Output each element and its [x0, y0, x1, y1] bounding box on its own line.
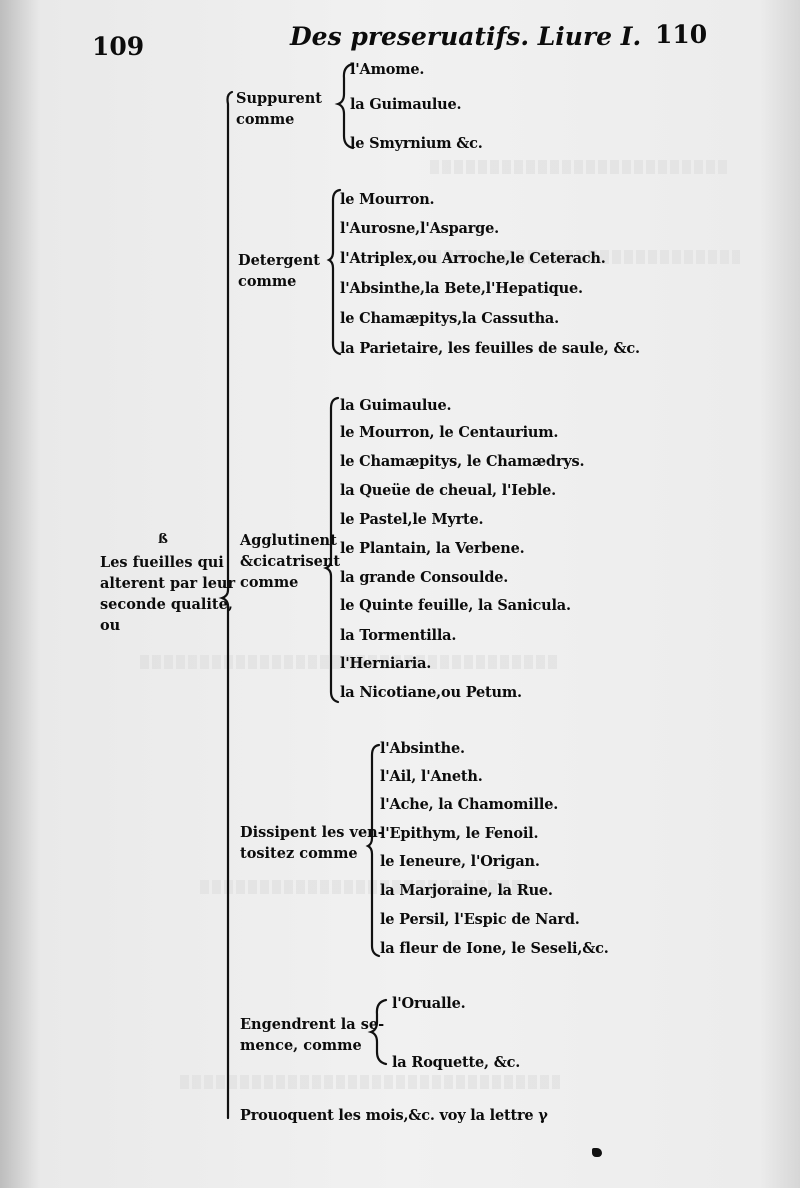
marginal-mark: ß	[158, 532, 168, 547]
group-label-line: tositez comme	[240, 845, 358, 862]
group-label-line: comme	[236, 111, 295, 128]
list-item: la Guimaulue.	[340, 397, 452, 414]
root-label	[100, 552, 235, 636]
list-item: l'Orualle.	[392, 995, 466, 1012]
list-item: la Roquette, &c.	[392, 1054, 521, 1071]
final-line: Prouoquent les mois,&c. voy la lettre γ	[240, 1107, 548, 1124]
list-item: le Pastel,le Myrte.	[340, 511, 484, 528]
root-label-line: Les fueilles qui	[100, 554, 224, 571]
list-item: le Plantain, la Verbene.	[340, 540, 525, 557]
group-label-line: Engendrent la se-	[240, 1016, 385, 1033]
group-label-line: Agglutinent	[240, 532, 337, 549]
list-item: l'Herniaria.	[340, 655, 432, 672]
page-number-left: 109	[92, 32, 145, 61]
list-item: l'Atriplex,ou Arroche,le Ceterach.	[340, 250, 606, 267]
list-item: l'Epithym, le Fenoil.	[380, 825, 539, 842]
list-item: l'Ache, la Chamomille.	[380, 796, 559, 813]
root-label-line: ou	[100, 617, 121, 634]
list-item: la Parietaire, les feuilles de saule, &c.	[340, 340, 640, 357]
group-label-line: Suppurent	[236, 90, 322, 107]
list-item: le Mourron, le Centaurium.	[340, 424, 559, 441]
root-label-line: seconde qualité,	[100, 596, 233, 613]
list-item: la Marjoraine, la Rue.	[380, 882, 553, 899]
list-item: la Nicotiane,ou Petum.	[340, 684, 522, 701]
page-number-right: 110	[655, 20, 708, 49]
group-label-line: comme	[238, 273, 297, 290]
list-item: l'Absinthe.	[380, 740, 465, 757]
list-item: le Chamæpitys,la Cassutha.	[340, 310, 559, 327]
list-item: la Guimaulue.	[350, 96, 462, 113]
group-label-line: Detergent	[238, 252, 320, 269]
list-item: l'Aurosne,l'Asparge.	[340, 220, 499, 237]
list-item: le Mourron.	[340, 191, 435, 208]
brace-detergent	[329, 190, 340, 354]
group-label-suppurent	[236, 88, 322, 130]
root-label-line: alterent par leur	[100, 575, 236, 592]
list-item: le Ieneure, l'Origan.	[380, 853, 540, 870]
list-item: la Tormentilla.	[340, 627, 457, 644]
group-label-agglutinent	[240, 530, 340, 593]
list-item: le Chamæpitys, le Chamædrys.	[340, 453, 585, 470]
group-label-dissipent	[240, 822, 384, 864]
list-item: l'Absinthe,la Bete,l'Hepatique.	[340, 280, 583, 297]
list-item: la Queüe de cheual, l'Ieble.	[340, 482, 556, 499]
list-item: l'Ail, l'Aneth.	[380, 768, 483, 785]
group-label-detergent	[238, 250, 320, 292]
list-item: le Persil, l'Espic de Nard.	[380, 911, 580, 928]
list-item: la grande Consoulde.	[340, 569, 509, 586]
list-item: l'Amome.	[350, 61, 425, 78]
group-label-line: Dissipent les ven-	[240, 824, 384, 841]
group-label-line: &cicatrisent	[240, 553, 341, 570]
list-item: la fleur de Ione, le Seseli,&c.	[380, 940, 609, 957]
ink-mark	[592, 1148, 602, 1157]
running-title: Des preseruatifs. Liure I.	[290, 22, 642, 51]
group-label-engendrent	[240, 1014, 384, 1056]
list-item: le Smyrnium &c.	[350, 135, 483, 152]
group-label-line: comme	[240, 574, 299, 591]
group-label-line: mence, comme	[240, 1037, 362, 1054]
list-item: le Quinte feuille, la Sanicula.	[340, 597, 571, 614]
